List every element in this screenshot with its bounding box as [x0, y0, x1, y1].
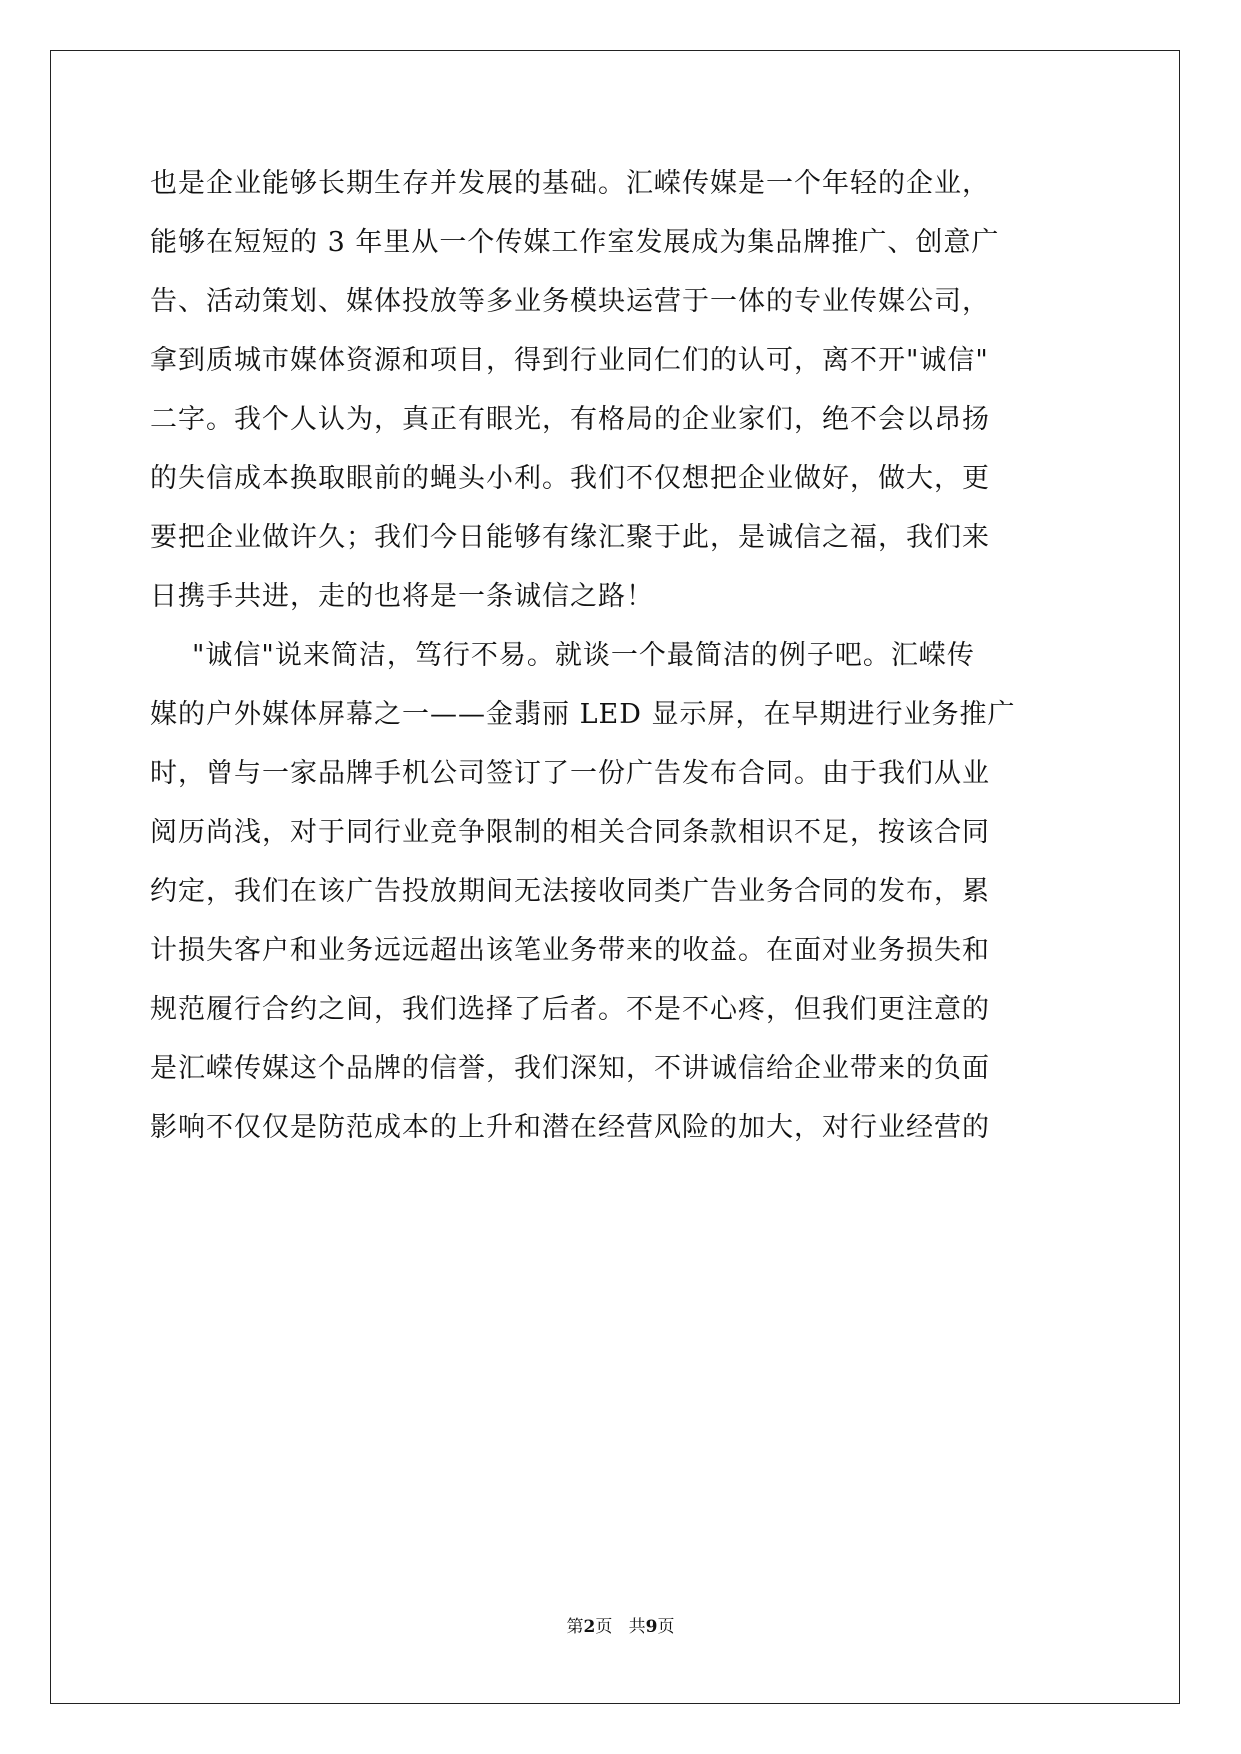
footer-total-suffix: 页 [657, 1617, 675, 1637]
text-line: 媒的户外媒体屏幕之一——金翡丽 LED 显示屏，在早期进行业务推广 [150, 699, 1016, 730]
text-line: 阅历尚浅，对于同行业竞争限制的相关合同条款相识不足，按该合同 [150, 817, 990, 848]
text-line: 影响不仅仅是防范成本的上升和潜在经营风险的加大，对行业经营的 [150, 1112, 990, 1143]
text-line: 告、活动策划、媒体投放等多业务模块运营于一体的专业传媒公司， [150, 286, 990, 317]
current-page-number: 2 [583, 1617, 596, 1637]
total-pages-number: 9 [645, 1617, 658, 1637]
page-footer [0, 1612, 1241, 1637]
paragraph-first-line: "诚信"说来简洁，笃行不易。就谈一个最简洁的例子吧。汇嵘传 [192, 640, 975, 671]
footer-total-prefix: 共 [628, 1617, 646, 1637]
text-line: 规范履行合约之间，我们选择了后者。不是不心疼，但我们更注意的 [150, 994, 990, 1025]
text-line: 二字。我个人认为，真正有眼光，有格局的企业家们，绝不会以昂扬 [150, 404, 990, 435]
text-line: 日携手共进，走的也将是一条诚信之路！ [150, 581, 654, 612]
text-line: 时，曾与一家品牌手机公司签订了一份广告发布合同。由于我们从业 [150, 758, 990, 789]
text-line: 拿到质城市媒体资源和项目，得到行业同仁们的认可，离不开"诚信" [150, 345, 989, 376]
footer-page-suffix: 页 [595, 1617, 613, 1637]
text-line: 要把企业做许久；我们今日能够有缘汇聚于此，是诚信之福，我们来 [150, 522, 990, 553]
footer-prefix: 第 [566, 1617, 584, 1637]
text-line: 能够在短短的 3 年里从一个传媒工作室发展成为集品牌推广、创意广 [150, 227, 1000, 258]
text-line: 约定，我们在该广告投放期间无法接收同类广告业务合同的发布，累 [150, 876, 990, 907]
text-line: 计损失客户和业务远远超出该笔业务带来的收益。在面对业务损失和 [150, 935, 990, 966]
text-line: 的失信成本换取眼前的蝇头小利。我们不仅想把企业做好，做大，更 [150, 463, 990, 494]
text-line: 也是企业能够长期生存并发展的基础。汇嵘传媒是一个年轻的企业， [150, 168, 990, 199]
text-line: 是汇嵘传媒这个品牌的信誉，我们深知，不讲诚信给企业带来的负面 [150, 1053, 990, 1084]
